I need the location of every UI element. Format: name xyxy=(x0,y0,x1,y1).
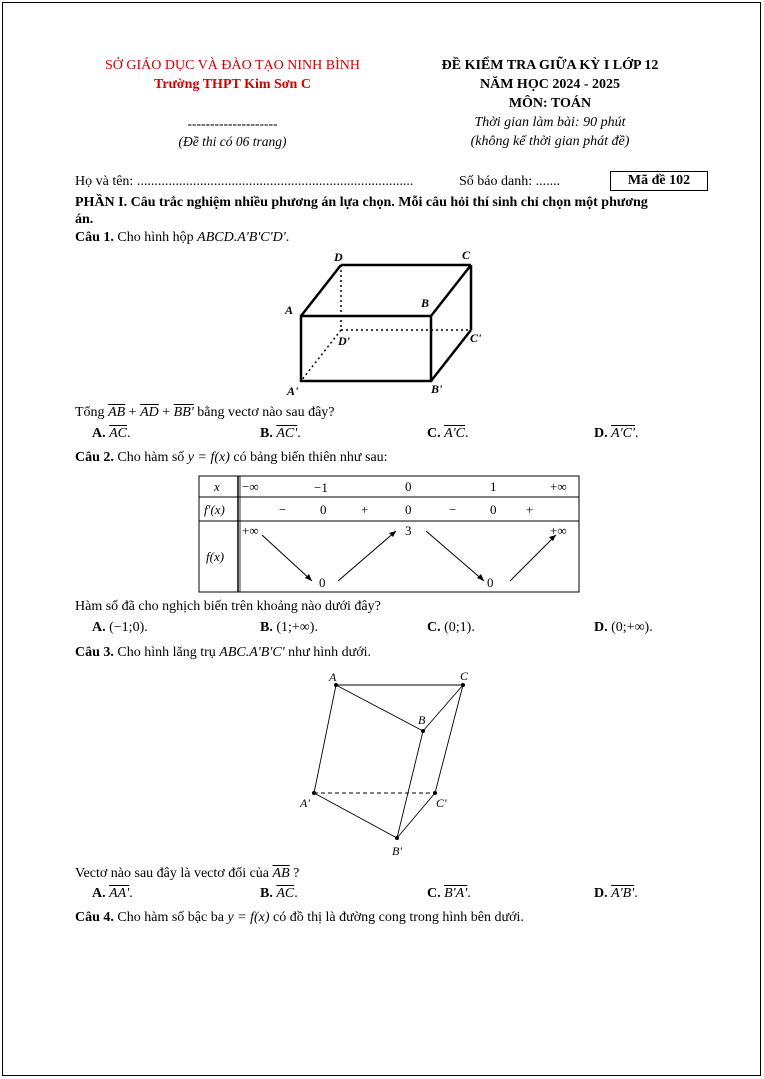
cuboid-figure xyxy=(280,245,500,400)
question-1-prompt: Tổng $\overline{AB} + \overline{AD} + BB'$ bằng vectơ nào sau đây? xyxy=(75,405,335,420)
vector: $\overline{AB}$ xyxy=(272,866,290,881)
question-label: Câu 4. xyxy=(75,910,114,925)
exam-title: ĐỀ KIỂM TRA GIỮA KỲ I LỚP 12 xyxy=(441,58,659,73)
table-f-label: f(x) xyxy=(206,549,225,564)
question-label: Câu 3. xyxy=(75,645,114,660)
exam-code-box: Mã đề 102 xyxy=(610,171,708,191)
vector: BB' xyxy=(173,405,194,420)
question-4: Câu 4. Cho hàm số bậc ba y = f(x) có đồ thị là đường cong trong hình bên dưới. xyxy=(75,910,524,925)
header-divider: -------------------- xyxy=(187,116,278,131)
subject: MÔN: TOÁN xyxy=(508,96,592,111)
department-name: SỞ GIÁO DỤC VÀ ĐÀO TẠO NINH BÌNH xyxy=(105,58,360,73)
q1-option-d[interactable]: D. A'C'. xyxy=(594,426,639,441)
x-value: 1 xyxy=(490,479,497,494)
vertex-label: C xyxy=(460,669,469,683)
q3-option-d[interactable]: D. A'B'. xyxy=(594,886,638,901)
prism-figure xyxy=(290,665,490,865)
question-label: Câu 2. xyxy=(75,450,114,465)
question-text: Cho hình hộp xyxy=(117,230,194,245)
q1-option-a[interactable]: A. $\overline{AC}$. xyxy=(92,426,131,441)
x-value: −∞ xyxy=(242,479,259,494)
fp-sign: 0 xyxy=(490,502,497,517)
vertex-label: D xyxy=(334,250,343,264)
part1-title-cont: án. xyxy=(75,212,94,227)
vertex-label: A xyxy=(329,670,337,684)
q3-option-b[interactable]: B. $\overline{AC}$. xyxy=(260,886,298,901)
school-name: Trường THPT Kim Sơn C xyxy=(154,77,311,92)
q3-option-c[interactable]: C. B'A'. xyxy=(427,886,471,901)
vertex-label: A xyxy=(285,303,294,317)
pages-note: (Đề thi có 06 trang) xyxy=(178,134,287,149)
math-expression: y = f(x) xyxy=(227,910,270,925)
question-3-prompt: Vectơ nào sau đây là vectơ đối của $\overline{AB}$ ? xyxy=(75,866,300,881)
x-value: 0 xyxy=(405,479,412,494)
math-expression: ABCD.A'B'C'D' xyxy=(197,230,286,245)
fp-sign: + xyxy=(361,502,369,517)
q2-option-b[interactable]: B. (1;+∞). xyxy=(260,620,318,635)
part1-title: PHẦN I. Câu trắc nghiệm nhiều phương án lựa chọn. Mỗi câu hỏi thí sinh chỉ chọn một phương xyxy=(75,195,648,210)
table-fp-label: f′(x) xyxy=(204,502,225,517)
question-2-prompt: Hàm số đã cho nghịch biến trên khoảng nào dưới đây? xyxy=(75,599,381,614)
f-value: +∞ xyxy=(550,523,567,538)
question-label: Câu 1. xyxy=(75,230,114,245)
vertex-label: D' xyxy=(338,334,350,348)
vertex-label: C' xyxy=(436,796,447,810)
f-value: +∞ xyxy=(242,523,259,538)
math-expression: y = f(x) xyxy=(187,450,230,465)
f-value: 0 xyxy=(487,575,494,590)
vertex-label: C' xyxy=(470,331,482,345)
q1-option-c[interactable]: C. A'C. xyxy=(427,426,469,441)
vertex-label: B' xyxy=(392,844,402,858)
vector: $\overline{AB}$ xyxy=(108,405,126,420)
x-value: −1 xyxy=(314,480,328,495)
q1-option-b[interactable]: B. AC'. xyxy=(260,426,301,441)
student-name-field: Họ và tên: ............................................................................... xyxy=(75,174,414,189)
vertex-label: A' xyxy=(300,796,310,810)
student-id-field: Số báo danh: ....... xyxy=(459,174,561,189)
vertex-label: A' xyxy=(287,384,299,398)
q3-option-a[interactable]: A. AA'. xyxy=(92,886,133,901)
fp-sign: 0 xyxy=(405,502,412,517)
q2-option-a[interactable]: A. (−1;0). xyxy=(92,620,148,635)
vector: $\overline{AD}$ xyxy=(140,405,159,420)
vertex-label: B xyxy=(421,296,430,310)
q2-option-d[interactable]: D. (0;+∞). xyxy=(594,620,653,635)
question-1: Câu 1. Cho hình hộp ABCD.A'B'C'D'. xyxy=(75,230,290,245)
variation-table xyxy=(198,475,582,595)
question-2: Câu 2. Cho hàm số y = f(x) có bảng biến thiên như sau: xyxy=(75,450,388,465)
q2-option-c[interactable]: C. (0;1). xyxy=(427,620,475,635)
x-value: +∞ xyxy=(550,479,567,494)
question-3: Câu 3. Cho hình lăng trụ ABC.A'B'C' như hình dưới. xyxy=(75,645,372,660)
fp-sign: − xyxy=(449,502,457,517)
exam-time-note: (không kể thời gian phát đề) xyxy=(470,134,630,149)
vertex-label: B xyxy=(418,713,426,727)
fp-sign: 0 xyxy=(320,502,327,517)
school-year: NĂM HỌC 2024 - 2025 xyxy=(480,77,620,92)
table-x-label: x xyxy=(214,479,220,494)
fp-sign: + xyxy=(526,502,534,517)
math-expression: ABC.A'B'C' xyxy=(219,645,285,660)
vertex-label: B' xyxy=(431,382,443,396)
exam-time: Thời gian làm bài: 90 phút xyxy=(474,115,626,130)
f-value: 0 xyxy=(319,575,326,590)
fp-sign: − xyxy=(279,502,287,517)
f-value: 3 xyxy=(405,523,412,538)
vertex-label: C xyxy=(462,248,471,262)
